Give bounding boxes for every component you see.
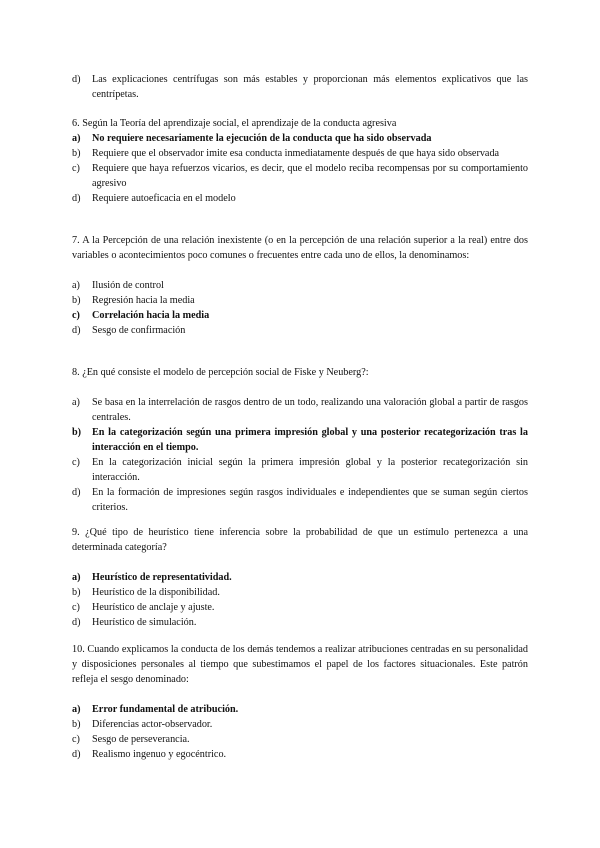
option-letter: d) [72,617,81,628]
option-letter: d) [72,749,81,760]
option-10c [72,732,528,747]
option-text: En la categorización según una primera impresión global y una posterior recategorización tras la interacción en el tiempo. [92,427,528,453]
option-letter: b) [72,587,81,598]
question-8-text: 8. ¿En qué consiste el modelo de percepción social de Fiske y Neuberg?: [72,367,369,378]
option-letter: b) [72,295,81,306]
option-10a [72,702,528,717]
option-6d [72,191,528,206]
option-7a [72,278,528,293]
option-text: Diferencias actor-observador. [92,719,213,730]
question-9 [72,525,528,630]
option-letter: d) [72,487,81,498]
option-letter: a) [72,704,81,715]
option-text: Ilusión de control [92,280,164,291]
option-letter: d) [72,325,81,336]
option-letter: d) [72,193,81,204]
option-8d [72,485,528,515]
option-9c [72,600,528,615]
option-7d [72,323,528,338]
option-8c [72,455,528,485]
option-letter: a) [72,133,81,144]
question-6-text: 6. Según la Teoría del aprendizaje social, el aprendizaje de la conducta agresiva [72,118,397,129]
option-9b [72,585,528,600]
option-text: Requiere que haya refuerzos vicarios, es decir, que el modelo reciba recompensas por su comportamiento agresivo [92,163,528,189]
option-text: En la categorización inicial según la primera impresión global y la posterior recategorización sin interacción. [92,457,528,483]
question-10-text: 10. Cuando explicamos la conducta de los demás tendemos a realizar atribuciones centradas en su personalidad y disposiciones personales al tiempo que subestimamos el papel de los factores situacionales. Este patrón refleja el sesgo denominado: [72,644,528,685]
question-6 [72,116,528,206]
option-letter: a) [72,572,81,583]
option-letter: b) [72,719,81,730]
option-letter: b) [72,148,81,159]
option-text: Requiere autoeficacia en el modelo [92,193,236,204]
option-letter: c) [72,310,80,321]
option-6a [72,131,528,146]
option-text: Las explicaciones centrífugas son más estables y proporcionan más elementos explicativos que las centrípetas. [92,74,528,100]
option-letter: c) [72,734,80,745]
option-text: Correlación hacia la media [92,310,210,321]
option-text: Requiere que el observador imite esa conducta inmediatamente después de que haya sido observada [92,148,500,159]
option-text: Heurístico de la disponibilidad. [92,587,220,598]
question-10 [72,642,528,762]
option-5d [72,72,528,102]
question-7 [72,233,528,338]
option-text: Error fundamental de atribución. [92,704,239,715]
option-8b [72,425,528,455]
option-text: Heurístico de anclaje y ajuste. [92,602,215,613]
option-letter: a) [72,397,80,408]
option-7b [72,293,528,308]
option-8a [72,395,528,425]
option-text: No requiere necesariamente la ejecución de la conducta que ha sido observada [92,133,432,144]
option-9d [72,615,528,630]
question-9-text: 9. ¿Qué tipo de heurístico tiene inferencia sobre la probabilidad de que un estímulo pertenezca a una determinada categoría? [72,527,528,553]
option-9a [72,570,528,585]
option-text: Se basa en la interrelación de rasgos dentro de un todo, realizando una valoración global a partir de rasgos centrales. [92,397,528,423]
option-6b [72,146,528,161]
option-7c [72,308,528,323]
option-letter: b) [72,427,82,438]
option-letter: c) [72,457,80,468]
question-8 [72,365,528,515]
option-text: Realismo ingenuo y egocéntrico. [92,749,227,760]
option-text: Heurístico de simulación. [92,617,197,628]
option-text: Regresión hacia la media [92,295,195,306]
option-text: Sesgo de perseverancia. [92,734,190,745]
option-text: Sesgo de confirmación [92,325,186,336]
question-7-text: 7. A la Percepción de una relación inexistente (o en la percepción de una relación superior a la real) entre dos variables o acontecimientos poco comunes o frecuentes entre cada uno de ellos, la denominamos: [72,235,528,261]
option-letter: a) [72,280,80,291]
option-10d [72,747,528,762]
option-6c [72,161,528,191]
option-letter: c) [72,602,80,613]
option-text: En la formación de impresiones según rasgos individuales e independientes que se suman según ciertos criterios. [92,487,528,513]
option-text: Heurístico de representatividad. [92,572,232,583]
option-letter: c) [72,163,80,174]
question-5-tail [72,72,528,102]
option-10b [72,717,528,732]
option-letter: d) [72,74,81,85]
